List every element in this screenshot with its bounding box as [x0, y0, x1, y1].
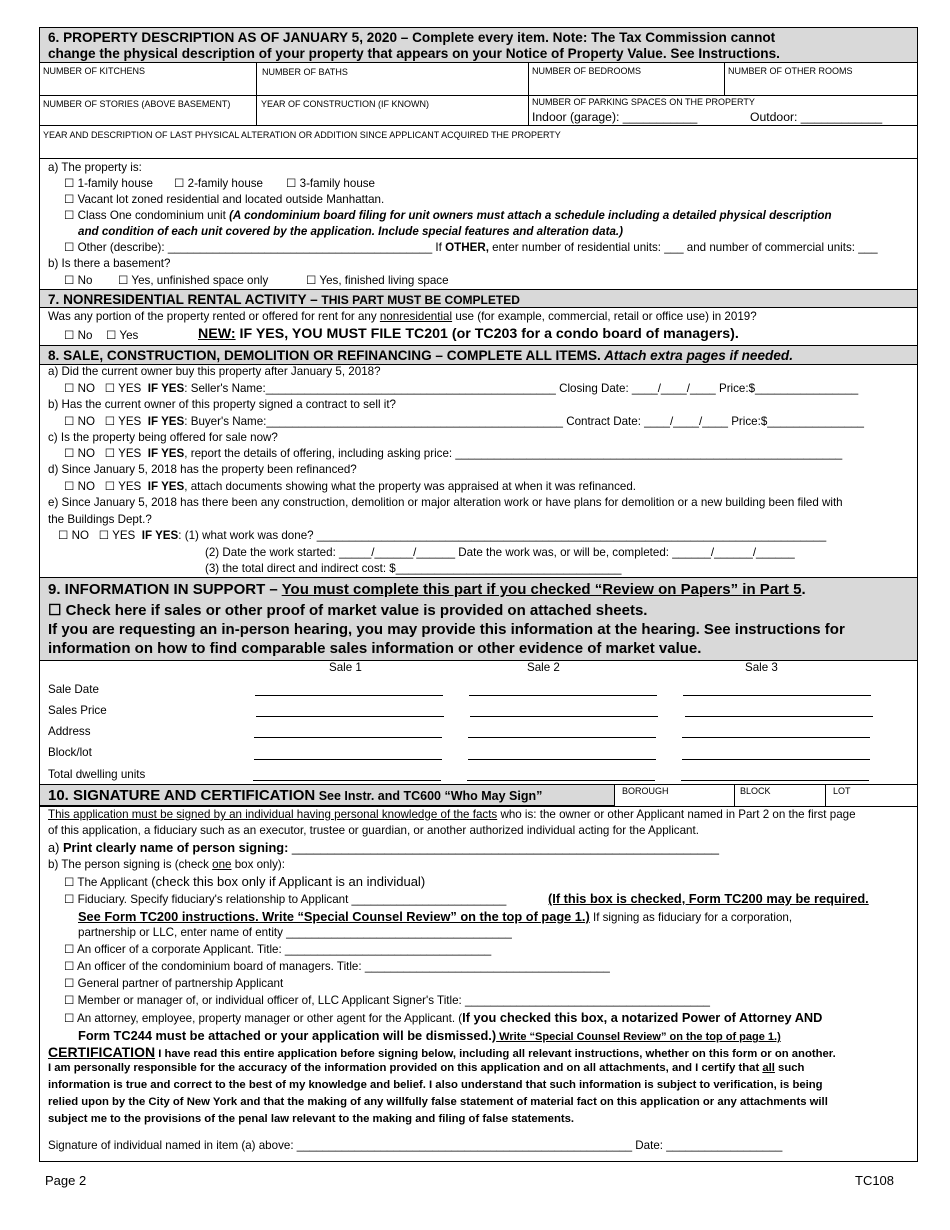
checkbox-2-family[interactable]: ☐ 2-family house	[174, 177, 264, 190]
units-fields[interactable]: enter number of residential units: ___ and number of commercial units: ___	[492, 241, 878, 254]
sale-a-ifyes: IF YES	[147, 382, 185, 395]
stories-label: NUMBER OF STORIES (ABOVE BASEMENT)	[43, 99, 231, 109]
block-lot-label: Block/lot	[48, 746, 92, 759]
sale-2-price-field[interactable]	[470, 716, 658, 717]
section-10-title: 10. SIGNATURE AND CERTIFICATION	[48, 787, 316, 804]
sale-2-date-field[interactable]	[469, 695, 657, 696]
condo-note: (A condominium board filing for unit owners must attach a schedule including a detailed physical description	[229, 209, 832, 222]
section-6-header	[40, 28, 917, 63]
sale-question-c: c) Is the property being offered for sale now?	[48, 431, 278, 444]
seller-fields[interactable]: : Seller's Name:_____________________________________________ Closing Date: ____/____/____ Price:$________________	[184, 382, 859, 395]
section-9-title-end: .	[801, 581, 806, 598]
sale-question-a: a) Did the current owner buy this property after January 5, 2018?	[48, 365, 381, 378]
sale-question-e: e) Since January 5, 2018 has there been any construction, demolition or major alteration work or have plans for demolition or a new building been filed with	[48, 496, 843, 509]
certification-line-3: information is true and correct to the best of my knowledge and belief. I also understand that such information is subject to verification, is being	[48, 1079, 823, 1091]
rental-question-end: use (for example, commercial, retail or office use) in 2019?	[452, 310, 757, 323]
corporate-officer-checkbox[interactable]: ☐ An officer of a corporate Applicant. Title: ________________________________	[64, 943, 492, 956]
parking-label: NUMBER OF PARKING SPACES ON THE PROPERTY	[532, 97, 755, 107]
baths-label: NUMBER OF BATHS	[262, 67, 348, 77]
form-number: TC108	[855, 1173, 895, 1188]
sale-3-date-field[interactable]	[683, 695, 871, 696]
page-number: Page 2	[45, 1173, 87, 1188]
sale-c-yes-checkbox[interactable]: ☐ YES	[104, 447, 142, 460]
indoor-parking-field[interactable]: Indoor (garage): ___________	[532, 110, 698, 124]
sale-c-no-checkbox[interactable]: ☐ NO	[64, 447, 96, 460]
buyer-fields[interactable]: : Buyer's Name:______________________________________________ Contract Date: ____/____/____ Price:$_______________	[184, 415, 865, 428]
print-name-label: Print clearly name of person signing:	[62, 840, 289, 855]
rental-question: Was any portion of the property rented or offered for rent for any	[48, 310, 380, 323]
signature-field[interactable]: Signature of individual named in item (a) above: ____________________________________________________ Date: __________________	[48, 1139, 783, 1152]
sale-question-e-2: the Buildings Dept.?	[48, 513, 152, 526]
sale-2-units-field[interactable]	[467, 780, 655, 781]
sale-3-block-field[interactable]	[682, 759, 870, 760]
certification-line-4: relied upon by the City of New York and that the making of any willfully false statement of material fact on this application or any attachments will	[48, 1096, 828, 1108]
sale-1-header: Sale 1	[329, 661, 362, 674]
sale-1-price-field[interactable]	[256, 716, 444, 717]
section-8-title-italic: Attach extra pages if needed.	[600, 348, 793, 363]
sale-b-ifyes: IF YES	[147, 415, 185, 428]
basement-no-checkbox[interactable]: ☐ No	[64, 274, 93, 287]
section-9-title-underlined: You must complete this part if you checked “Review on Papers” in Part 5	[281, 581, 802, 598]
checkbox-1-family[interactable]: ☐ 1-family house	[64, 177, 154, 190]
section-8-header	[40, 345, 917, 365]
sale-2-header: Sale 2	[527, 661, 560, 674]
basement-prompt: b) Is there a basement?	[48, 257, 171, 270]
rental-new-notice	[198, 326, 739, 342]
refinance-note: , attach documents showing what the property was appraised at when it was refinanced.	[184, 480, 637, 493]
fiduciary-corp-note: If signing as fiduciary for a corporation,	[589, 911, 793, 924]
section-9-title: 9. INFORMATION IN SUPPORT –	[48, 581, 282, 598]
work-dates-field[interactable]: (2) Date the work started: _____/______/______ Date the work was, or will be, completed: ______/______/______	[205, 546, 795, 559]
sale-3-address-field[interactable]	[682, 737, 870, 738]
rental-question-underlined: nonresidential	[379, 310, 453, 323]
sale-1-address-field[interactable]	[254, 737, 442, 738]
market-proof-checkbox[interactable]: ☐ Check here if sales or other proof of market value is provided on attached sheets.	[48, 602, 648, 619]
certification-line-1: I have read this entire application before signing below, including all relevant instructions, whether on this form or on another.	[155, 1048, 836, 1060]
sale-d-no-checkbox[interactable]: ☐ NO	[64, 480, 96, 493]
sale-question-b: b) Has the current owner of this property signed a contract to sell it?	[48, 398, 396, 411]
address-label: Address	[48, 725, 91, 738]
sale-e-yes-checkbox[interactable]: ☐ YES	[98, 529, 136, 542]
fiduciary-entity-field[interactable]: partnership or LLC, enter name of entity ___________________________________	[78, 926, 512, 939]
sale-1-units-field[interactable]	[253, 780, 441, 781]
checkbox-vacant-lot[interactable]: ☐ Vacant lot zoned residential and located outside Manhattan.	[64, 193, 385, 206]
fiduciary-checkbox[interactable]: ☐ Fiduciary. Specify fiduciary's relationship to Applicant ________________________	[64, 893, 507, 906]
other-rooms-label: NUMBER OF OTHER ROOMS	[728, 66, 853, 76]
if-other-prefix: If	[435, 241, 442, 254]
signer-type-end: box only):	[231, 858, 285, 871]
sign-intro-2: of this application, a fiduciary such as an executor, trustee or guardian, or another authorized individual acting for the Applicant.	[48, 824, 699, 837]
property-type-prompt: a) The property is:	[48, 161, 142, 174]
certification-line-2: I am personally responsible for the accuracy of the information provided on this application and on all attachments, and I certify that	[48, 1062, 763, 1074]
certification-all: all	[762, 1062, 775, 1074]
sale-b-no-checkbox[interactable]: ☐ NO	[64, 415, 96, 428]
signer-type-prompt: b) The person signing is (check	[48, 858, 213, 871]
sale-2-address-field[interactable]	[468, 737, 656, 738]
basement-finished-checkbox[interactable]: ☐ Yes, finished living space	[306, 274, 449, 287]
alteration-label: YEAR AND DESCRIPTION OF LAST PHYSICAL ALTERATION OR ADDITION SINCE APPLICANT ACQUIRED THE PROPERTY	[43, 130, 561, 140]
certification-line-5: subject me to the provisions of the penal law relevant to the making and filing of false statements.	[48, 1113, 575, 1125]
sign-intro: who is: the owner or other Applicant named in Part 2 on the first page	[497, 808, 856, 821]
certification-block	[48, 1044, 836, 1062]
attorney-checkbox[interactable]: ☐ An attorney, employee, property manager or other agent for the Applicant. (	[64, 1012, 463, 1025]
llc-member-checkbox[interactable]: ☐ Member or manager of, or individual officer of, LLC Applicant Signer's Title: ______________________________________	[64, 994, 710, 1007]
rental-no-checkbox[interactable]: ☐ No	[64, 329, 93, 342]
condo-officer-checkbox[interactable]: ☐ An officer of the condominium board of managers. Title: ______________________________________	[64, 960, 610, 973]
certification-label: CERTIFICATION	[48, 1044, 156, 1060]
sale-e-ifyes: IF YES	[141, 529, 179, 542]
section-7-header	[40, 289, 917, 308]
sale-d-yes-checkbox[interactable]: ☐ YES	[104, 480, 142, 493]
section-6-title-line1: 6. PROPERTY DESCRIPTION AS OF JANUARY 5, 2020 – Complete every item. Note: The Tax Commission cannot	[48, 30, 776, 45]
section-9-header	[40, 577, 917, 661]
applicant-note: (check this box only if Applicant is an individual)	[147, 874, 426, 889]
work-cost-field[interactable]: (3) the total direct and indirect cost: $___________________________________	[205, 562, 622, 575]
print-name-field[interactable]: ____________________________________________________________	[288, 840, 719, 855]
new-notice-text: IF YES, YOU MUST FILE TC201 (or TC203 for a condo board of managers).	[235, 326, 739, 342]
bedrooms-label: NUMBER OF BEDROOMS	[532, 66, 642, 76]
sale-b-yes-checkbox[interactable]: ☐ YES	[104, 415, 142, 428]
if-other-label: OTHER,	[445, 241, 489, 254]
attorney-special-counsel: Write “Special Counsel Review” on the top of page 1.)	[496, 1031, 781, 1043]
work-done-field[interactable]: : (1) what work was done? _______________________________________________________________________________	[178, 529, 827, 542]
inperson-note-2: information on how to find comparable sales information or other evidence of market value.	[48, 640, 702, 657]
section-8-title: 8. SALE, CONSTRUCTION, DEMOLITION OR REFINANCING – COMPLETE ALL ITEMS.	[48, 348, 601, 363]
sale-c-ifyes: IF YES	[147, 447, 185, 460]
sale-date-label: Sale Date	[48, 683, 99, 696]
section-10-subtitle: See Instr. and TC600 “Who May Sign”	[315, 789, 543, 803]
sale-d-ifyes: IF YES	[147, 480, 185, 493]
applicant-checkbox[interactable]: ☐ The Applicant	[64, 876, 148, 889]
sale-1-block-field[interactable]	[254, 759, 442, 760]
signer-type-one: one	[212, 858, 232, 871]
section-7-title: 7. NONRESIDENTIAL RENTAL ACTIVITY –	[48, 292, 322, 307]
sign-intro-underlined: This application must be signed by an individual having personal knowledge of the facts	[48, 808, 498, 821]
sale-a-no-checkbox[interactable]: ☐ NO	[64, 382, 96, 395]
sales-price-label: Sales Price	[48, 704, 107, 717]
kitchens-label: NUMBER OF KITCHENS	[43, 66, 146, 76]
section-7-subtitle: THIS PART MUST BE COMPLETED	[321, 293, 520, 307]
offering-field[interactable]: , report the details of offering, including asking price: ____________________________________________________________	[184, 447, 843, 460]
sale-1-date-field[interactable]	[255, 695, 443, 696]
sale-e-no-checkbox[interactable]: ☐ NO	[58, 529, 90, 542]
rental-yes-checkbox[interactable]: ☐ Yes	[106, 329, 139, 342]
condo-note-2: and condition of each unit covered by the application. Include special features and alteration data.)	[78, 225, 624, 238]
attorney-note-2: Form TC244 must be attached or your application will be dismissed.)	[78, 1028, 497, 1043]
new-label: NEW:	[198, 326, 236, 342]
section-6-title-line2: change the physical description of your property that appears on your Notice of Property Value. See Instructions.	[48, 46, 780, 61]
section-10-header	[40, 784, 615, 806]
checkbox-condo[interactable]: ☐ Class One condominium unit	[64, 209, 226, 222]
checkbox-3-family[interactable]: ☐ 3-family house	[286, 177, 376, 190]
sale-3-price-field[interactable]	[685, 716, 873, 717]
borough-label: BOROUGH	[622, 786, 669, 796]
sale-question-d: d) Since January 5, 2018 has the property been refinanced?	[48, 463, 357, 476]
fiduciary-see-instructions: See Form TC200 instructions. Write “Special Counsel Review” on the top of page 1.)	[78, 909, 590, 924]
lot-label: LOT	[833, 786, 851, 796]
print-name-prefix: a)	[48, 840, 63, 855]
block-label: BLOCK	[740, 786, 771, 796]
year-label: YEAR OF CONSTRUCTION (IF KNOWN)	[261, 99, 429, 109]
sale-3-units-field[interactable]	[681, 780, 869, 781]
general-partner-checkbox[interactable]: ☐ General partner of partnership Applicant	[64, 977, 284, 990]
sale-a-yes-checkbox[interactable]: ☐ YES	[104, 382, 142, 395]
certification-line-2-end: such	[774, 1062, 805, 1074]
sale-3-header: Sale 3	[745, 661, 778, 674]
sale-2-block-field[interactable]	[468, 759, 656, 760]
dwelling-units-label: Total dwelling units	[48, 768, 146, 781]
basement-unfinished-checkbox[interactable]: ☐ Yes, unfinished space only	[118, 274, 269, 287]
checkbox-other[interactable]: ☐ Other (describe): _________________________________________	[64, 241, 433, 254]
outdoor-parking-field[interactable]: Outdoor: ____________	[750, 110, 883, 124]
form-page	[39, 27, 918, 1162]
fiduciary-note: (If this box is checked, Form TC200 may be required.	[548, 891, 869, 906]
attorney-note: If you checked this box, a notarized Power of Attorney AND	[462, 1010, 823, 1025]
inperson-note-1: If you are requesting an in-person hearing, you may provide this information at the hearing. See instructions for	[48, 621, 845, 638]
